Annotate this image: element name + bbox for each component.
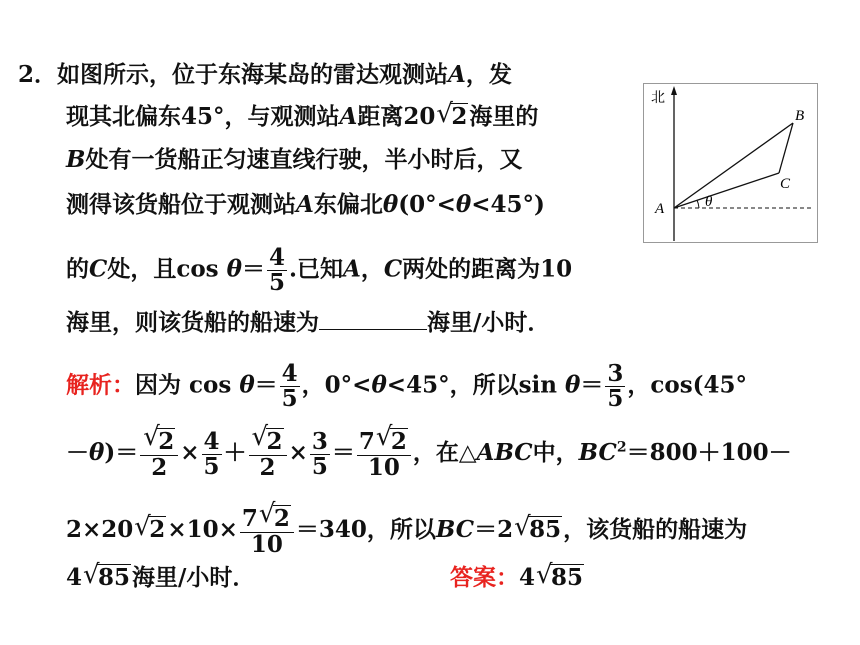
answer-blank (319, 305, 427, 330)
answer-label: 答案： (450, 564, 519, 591)
problem-number: 2． (18, 61, 58, 88)
fraction-3-5: $\frac{3}{5}$ (311, 427, 328, 480)
solution-label: 解析： (66, 371, 135, 399)
sqrt-2: √ 2 (134, 515, 166, 545)
problem-line-5: 的C处，且cos θ＝ $\frac{4}{5}$ .已知A，C两处的距离为10 (66, 244, 573, 296)
fraction-7sqrt2-10: $\frac{7√ 2}{10}$ (240, 505, 294, 557)
fraction-sqrt2-2: √ $\frac{2}{2}$ (140, 428, 178, 480)
sqrt-85: √ 85 (514, 515, 562, 545)
answer-line (450, 563, 585, 593)
point-C-label: C (780, 176, 791, 192)
fraction-4-5: $\frac{4}{5}$ (203, 427, 220, 480)
point-B-label: B (795, 108, 805, 124)
problem-line-4: 测得该货船位于观测站A东偏北θ(0°<θ<45°) (66, 191, 545, 218)
sqrt-85: √ 85 (83, 563, 131, 593)
fraction-4-5: $\frac{4}{5}$ (268, 244, 285, 296)
fraction-3-5: $\frac{3}{5}$ (607, 360, 624, 412)
solution-line-3: 2×20√ 2×10× $\frac{7√ 2}{10}$ ＝340，所以BC＝2√ 85，该货船的船速为 (66, 505, 747, 557)
sqrt-2: √ 2 (436, 102, 468, 132)
theta-label: θ (705, 194, 713, 210)
problem-line-1: 2．如图所示，位于东海某岛的雷达观测站A，发 (18, 61, 512, 88)
north-label: 北 (651, 90, 665, 106)
sqrt-85: √ 85 (536, 563, 584, 593)
figure-border (644, 84, 818, 243)
solution-line-4: 4√ 85海里/小时． (66, 563, 255, 593)
point-A-label: A (655, 201, 665, 217)
solution-line-1: 解析：因为 cos θ＝ $\frac{4}{5}$ ，0°<θ<45°，所以sin θ＝ $\frac{3}{5}$ ，cos(45° (66, 360, 748, 412)
fraction-7sqrt2-10: $\frac{7√ 2}{10}$ (357, 428, 411, 480)
geometry-figure (643, 83, 818, 243)
solution-line-2: －θ)＝ √ $\frac{2}{2}$ × $\frac{4}{5}$ ＋ √ $\frac{2}{2}$ × $\frac{3}{5}$ ＝ $\frac{7√ 2}{10}$ ，在△ABC中，$BC^2=800+100-$ (66, 428, 792, 480)
fraction-4-5: $\frac{4}{5}$ (281, 360, 298, 412)
problem-line-2: 现其北偏东45°，与观测站A距离20√ 2海里的 (66, 102, 538, 132)
answer-value: 4 (519, 564, 536, 591)
problem-line-6: 海里，则该货船的船速为 海里/小时． (66, 305, 550, 338)
fraction-sqrt2-2: √ $\frac{2}{2}$ (249, 428, 287, 480)
problem-line-3: B处有一货船正匀速直线行驶，半小时后，又 (66, 146, 523, 173)
